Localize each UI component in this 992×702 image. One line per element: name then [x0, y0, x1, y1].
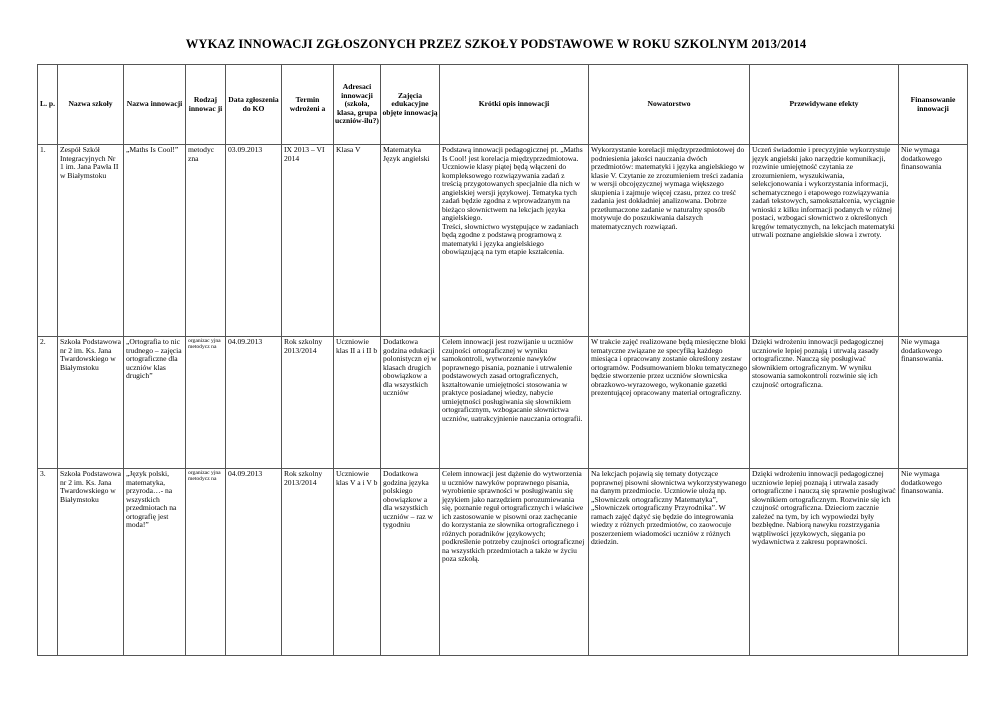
page-title: WYKAZ INNOWACJI ZGŁOSZONYCH PRZEZ SZKOŁY PODSTAWOWE W ROKU SZKOLNYM 2013/2014	[185, 37, 807, 51]
cell-addressees: Uczniowie klas II a i II b	[334, 337, 381, 469]
header-financing: Finansowanie innowacji	[899, 65, 968, 145]
table-row	[38, 469, 968, 656]
cell-school: Szkoła Podstawowa nr 2 im. Ks. Jana Twardowskiego w Białymstoku	[58, 337, 124, 469]
cell-date: 03.09.2013	[226, 145, 282, 337]
cell-term: Rok szkolny 2013/2014	[282, 469, 334, 656]
cell-addressees: Uczniowie klas V a i V b	[334, 469, 381, 656]
header-name: Nazwa innowacji	[124, 65, 186, 145]
cell-type: metodyc zna	[186, 145, 226, 337]
cell-lp: 2.	[38, 337, 58, 469]
header-date: Data zgłoszenia do KO	[226, 65, 282, 145]
header-type: Rodzaj innowac ji	[186, 65, 226, 145]
cell-name: „Maths Is Cool!”	[124, 145, 186, 337]
cell-effects: Dzięki wdrożeniu innowacji pedagogicznej uczniowie lepiej poznają i utrwalą zasady ortograficzne. Nauczą się posługiwać słownikiem ortograficznym. W wyniku stosowania samokontroli rozwinie się ich czujność ortograficzna.	[750, 337, 899, 469]
cell-classes: Dodatkowa godzina edukacji polonistyczn ej w klasach drugich obowiązkow a dla wszystkich uczniów	[381, 337, 440, 469]
innovations-table	[37, 64, 968, 656]
header-effects: Przewidywane efekty	[750, 65, 899, 145]
cell-classes: Dodatkowa godzina języka polskiego obowiązkow a dla wszystkich uczniów – raz w tygodniu	[381, 469, 440, 656]
cell-effects: Dzięki wdrożeniu innowacji pedagogicznej uczniowie lepiej poznają i utrwala zasady ortograficzne i nauczą się sprawnie posługiwać słownikiem ortograficznym. Rozwinie się ich czujność ortograficzna. Dzieciom zacznie zależeć na tym, by ich wypowiedzi były bezbłędne. Nabiorą nawyku rozstrzygania wątpliwości językowych, sięgania po wydawnictwa z zakresu poprawności.	[750, 469, 899, 656]
cell-school: Zespół Szkół Integracyjnych Nr 1 im. Jana Pawła II w Białymstoku	[58, 145, 124, 337]
header-addressees: Adresaci innowacji (szkoła, klasa, grupa uczniów-ilu?)	[334, 65, 381, 145]
cell-description: Celem innowacji jest rozwijanie u uczniów czujności ortograficznej w wyniku samokontroli, wytworzenie nawyków poprawnego pisania, poznanie i utrwalenie podstawowych zasad ortograficznych, kształtowanie umiejętności stosowania w praktyce posiadanej wiedzy, nabycie umiejętności posługiwania się słownikiem ortograficznym, wzbogacanie słownictwa uczniów, uatrakcyjnienie nauczania ortografii.	[440, 337, 589, 469]
cell-financing: Nie wymaga dodatkowego finansowania	[899, 145, 968, 337]
table-row	[38, 337, 968, 469]
header-description: Krótki opis innowacji	[440, 65, 589, 145]
cell-name: „Ortografia to nic trudnego – zajęcia ortograficzne dla uczniów klas drugich”	[124, 337, 186, 469]
cell-type: organizac yjna metodycz na	[186, 337, 226, 469]
cell-term: Rok szkolny 2013/2014	[282, 337, 334, 469]
cell-addressees: Klasa V	[334, 145, 381, 337]
table-row	[38, 145, 968, 337]
cell-financing: Nie wymaga dodatkowego finansowania.	[899, 337, 968, 469]
cell-novelty: Wykorzystanie korelacji międzyprzedmiotowej do podniesienia jakości nauczania dwóch przedmiotów: matematyki i języka angielskiego w klasie V. Czytanie ze zrozumieniem treści zadania w wersji obcojęzycznej wymaga większego skupienia i zajmuje więcej czasu, przez co treść zadania jest dokładniej analizowana. Dobrze przetłumaczone zadanie w naturalny sposób motywuje do poszukiwania dalszych matematycznych rozwiązań.	[589, 145, 750, 337]
cell-term: IX 2013 – VI 2014	[282, 145, 334, 337]
cell-date: 04.09.2013	[226, 469, 282, 656]
cell-financing: Nie wymaga dodatkowego finansowania.	[899, 469, 968, 656]
cell-type: organizac yjna metodycz na	[186, 469, 226, 656]
header-school: Nazwa szkoły	[58, 65, 124, 145]
header-lp: L. p.	[38, 65, 58, 145]
cell-novelty: W trakcie zajęć realizowane będą miesięczne bloki tematyczne związane ze specyfiką każdego miesiąca i opracowany zostanie określony zestaw ortogramów. Podsumowaniem bloku tematycznego będzie stworzenie przez uczniów słownicska obrazkowo-wyrazowego, wykonanie gazetki prezentującej opracowany materiał ortograficzny.	[589, 337, 750, 469]
cell-effects: Uczeń świadomie i precyzyjnie wykorzystuje język angielski jako narzędzie komunikacji, rozwinie umiejętność czytania ze zrozumieniem, wyszukiwania, selekcjonowania i wykorzystania informacji, schematycznego i etapowego rozwiązywania zadań tekstowych, samokształcenia, wyciągnie wnioski z kilku informacji podanych w różnej postaci, wzbogaci słownictwo z określonych kręgów tematycznych, na lekcjach matematyki utrwali poznane angielskie słowa i zwroty.	[750, 145, 899, 337]
cell-novelty: Na lekcjach pojawią się tematy dotyczące poprawnej pisowni słownictwa wykorzystywanego na danym przedmiocie. Uczniowie ułożą np. „Słowniczek ortograficzny Matematyka”, „Słowniczek ortograficzny Przyrodnika”. W ramach zajęć dążyć się będzie do integrowania wiedzy z różnych przedmiotów, co zaowocuje poszerzeniem wiadomości uczniów z różnych dziedzin.	[589, 469, 750, 656]
cell-lp: 3.	[38, 469, 58, 656]
header-novelty: Nowatorstwo	[589, 65, 750, 145]
header-classes: Zajęcia edukacyjne objęte innowacją	[381, 65, 440, 145]
header-row	[38, 65, 968, 145]
cell-description: Celem innowacji jest dążenie do wytworzenia u uczniów nawyków poprawnego pisania, wyrobienie sprawności w posługiwaniu się językiem jako narzędziem porozumiewania się, poznanie reguł ortograficznych i właściwe ich zastosowanie w pisowni oraz zachęcanie do korzystania ze słownika ortograficznego i różnych poradników językowych; podkreślenie potrzeby czujności ortograficznej na wszystkich przedmiotach a także w życiu poza szkołą.	[440, 469, 589, 656]
header-term: Termin wdrożeni a	[282, 65, 334, 145]
cell-date: 04.09.2013	[226, 337, 282, 469]
cell-description: Podstawą innowacji pedagogicznej pt. „Maths Is Cool! jest korelacja międzyprzedmiotowa. Uczniowie klasy piątej będą włączeni do kompleksowego rozwiązywania zadań z treścią przygotowanych specjalnie dla nich w angielskiej wersji językowej. Tematyka tych zadań będzie zgodna z wprowadzanym na bieżąco słownictwem na lekcjach języka angielskiego. Treści, słownictwo występujące w zadaniach będą zgodne z podstawą programową z matematyki i języka angielskiego obowiązującą na tym etapie kształcenia.	[440, 145, 589, 337]
cell-school: Szkoła Podstawowa nr 2 im. Ks. Jana Twardowskiego w Białymstoku	[58, 469, 124, 656]
cell-name: „Język polski, matematyka, przyroda…- na wszystkich przedmiotach na ortografię jest moda!”	[124, 469, 186, 656]
cell-lp: 1.	[38, 145, 58, 337]
cell-classes: Matematyka Język angielski	[381, 145, 440, 337]
